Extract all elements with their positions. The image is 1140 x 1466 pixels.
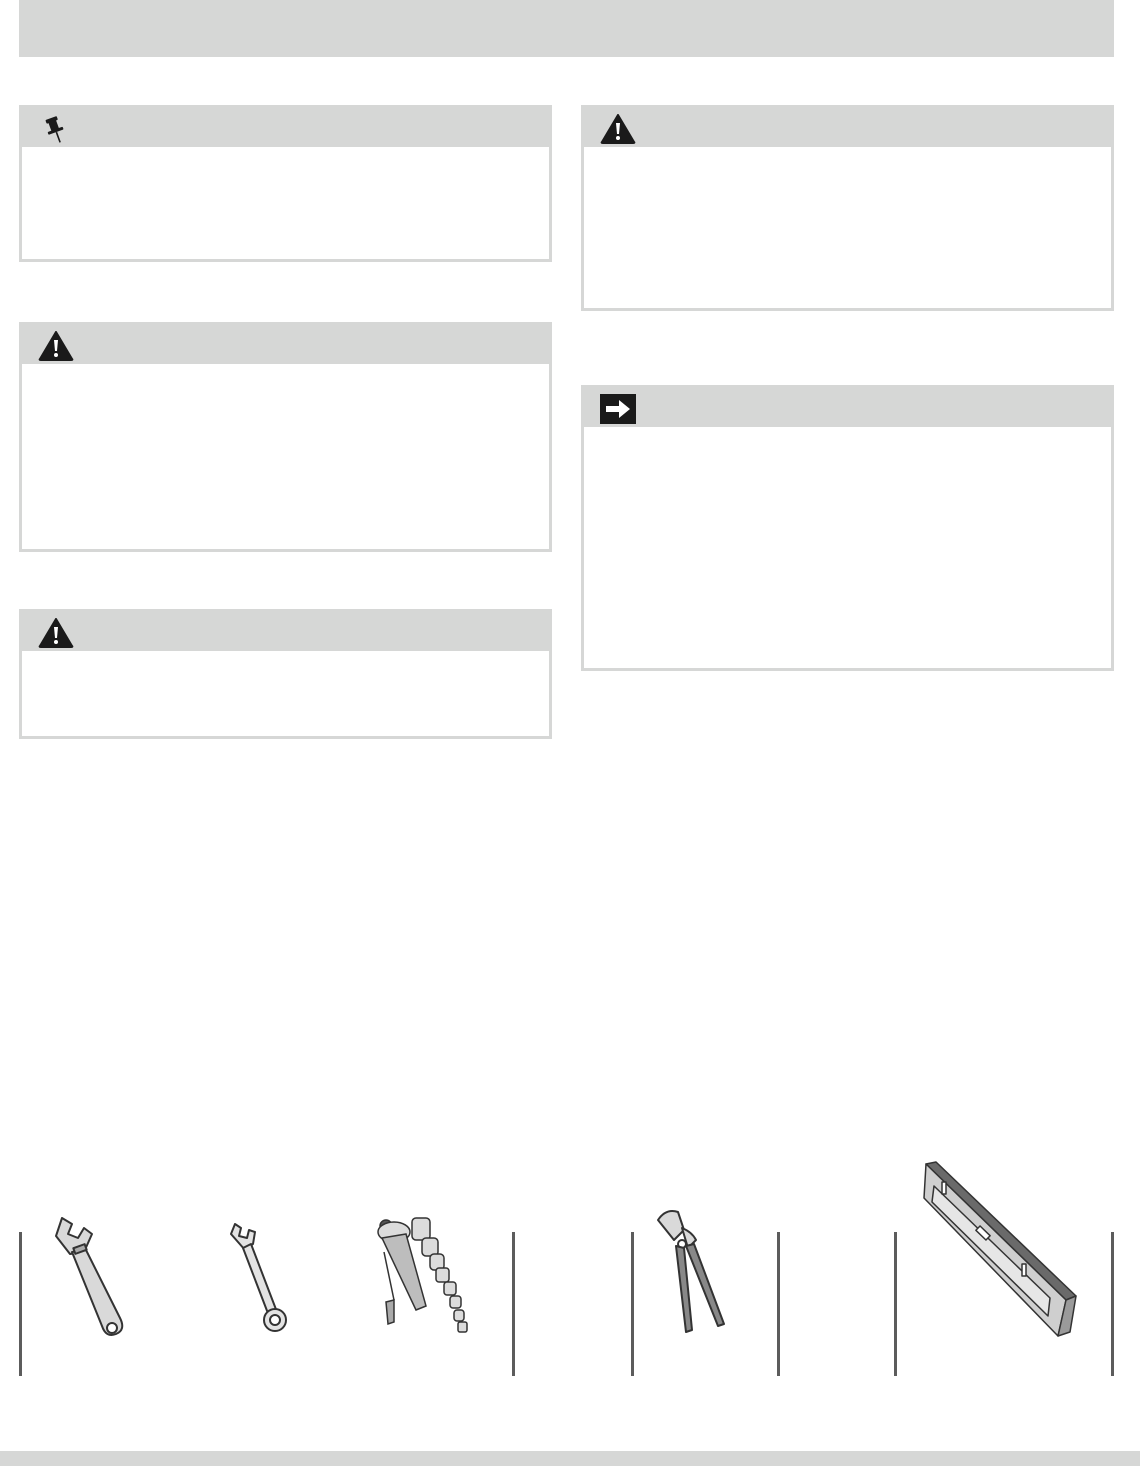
warning-icon	[38, 331, 74, 361]
arrow-notice-box	[581, 385, 1114, 671]
adjustable-wrench-icon	[50, 1214, 130, 1342]
warning-icon	[38, 618, 74, 648]
note-body	[22, 147, 549, 167]
combination-wrench-icon	[225, 1222, 295, 1334]
warning-box-2	[19, 609, 552, 739]
warning-body-3	[584, 147, 1111, 167]
warning-header-1	[22, 325, 549, 364]
arrow-right-icon	[600, 394, 636, 424]
warning-body-1	[22, 364, 549, 384]
note-header	[22, 108, 549, 147]
tool-divider	[512, 1232, 515, 1376]
page-header-bar	[19, 0, 1114, 57]
tool-divider	[777, 1232, 780, 1376]
level-icon	[922, 1160, 1080, 1338]
pushpin-icon	[38, 114, 74, 144]
warning-box-3	[581, 105, 1114, 311]
warning-icon	[600, 114, 636, 144]
tool-divider	[19, 1232, 22, 1376]
page-footer-bar	[0, 1451, 1140, 1466]
tool-divider	[894, 1232, 897, 1376]
warning-box-1	[19, 322, 552, 552]
note-box	[19, 105, 552, 262]
warning-header-2	[22, 612, 549, 651]
tool-divider	[1111, 1232, 1114, 1376]
arrow-notice-body	[584, 427, 1111, 447]
arrow-notice-header	[584, 388, 1111, 427]
warning-body-2	[22, 651, 549, 671]
pliers-icon	[652, 1206, 732, 1338]
tool-divider	[631, 1232, 634, 1376]
socket-set-icon	[372, 1212, 478, 1336]
warning-header-3	[584, 108, 1111, 147]
